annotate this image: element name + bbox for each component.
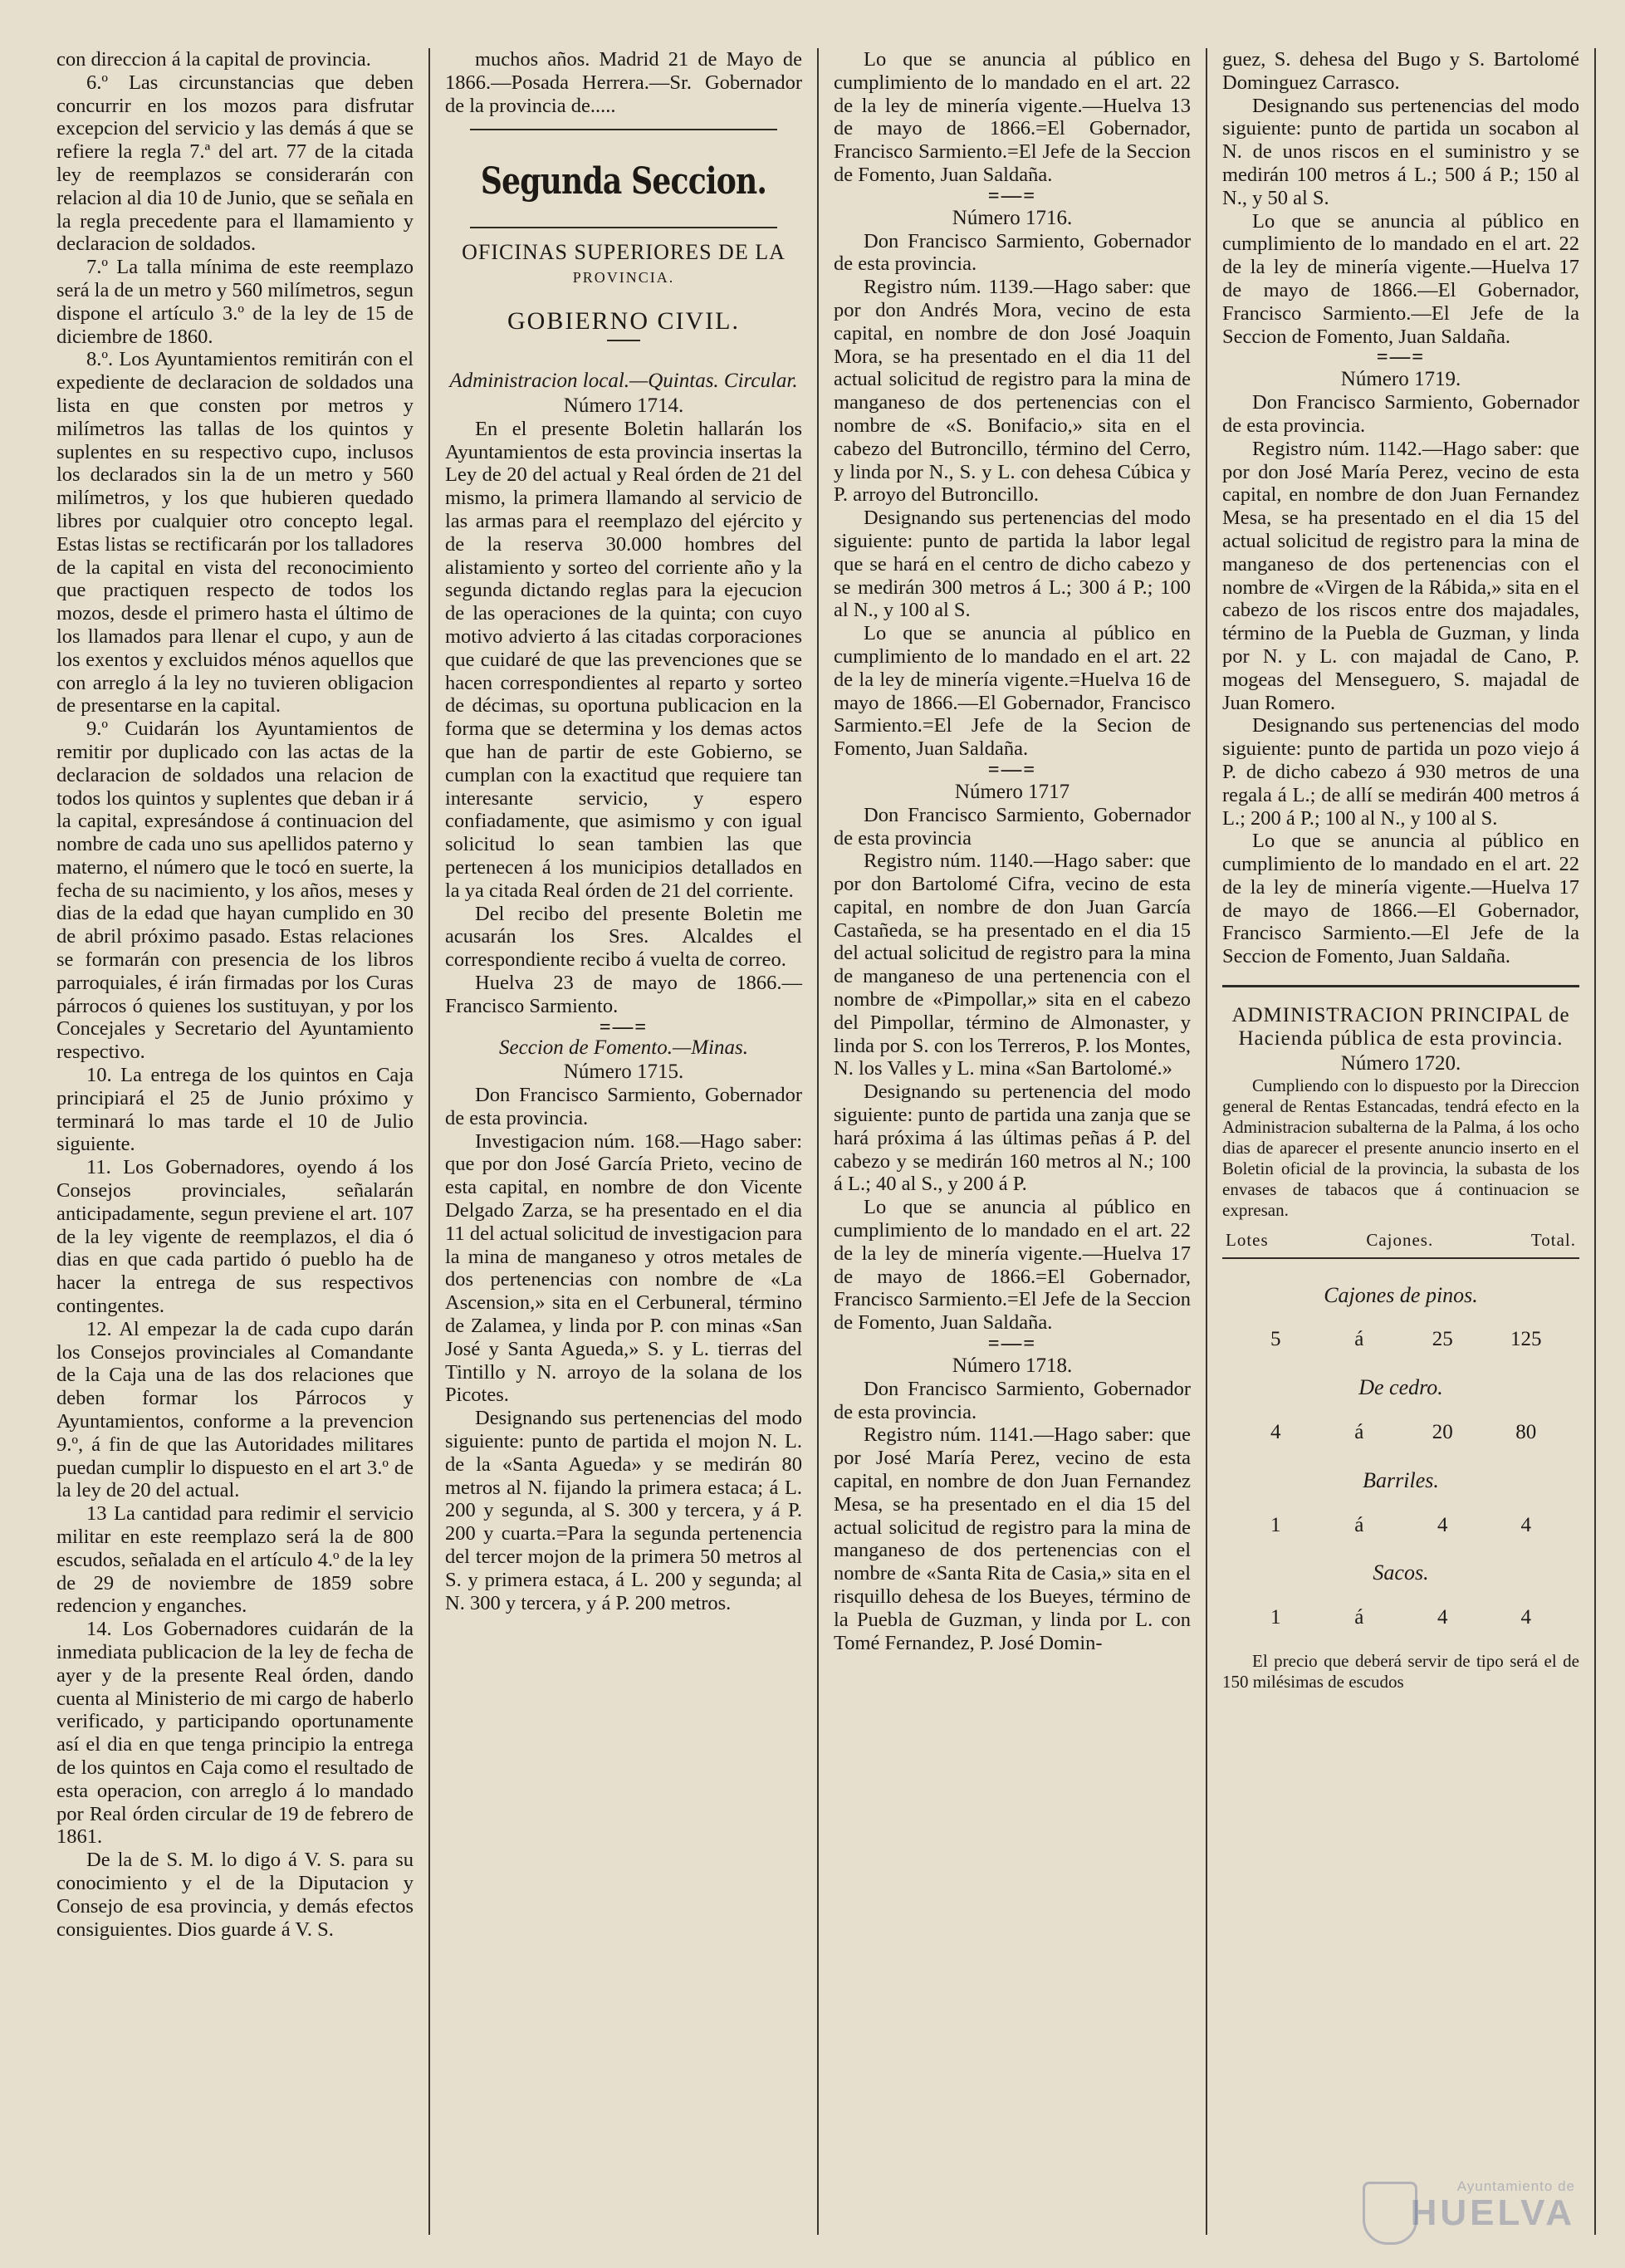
separator: =—= bbox=[987, 757, 1037, 781]
paragraph: 7.º La talla mínima de este reemplazo será la de un metro y 560 milímetros, segun dispone el artículo 3.º de la ley de 15 de diciembre de 1860. bbox=[56, 256, 414, 348]
column-3 bbox=[819, 48, 1207, 2235]
paragraph: Registro núm. 1141.—Hago saber: que por José María Perez, vecino de esta capital, en nombre de don Juan Fernandez Mesa, se ha presentado en el dia 15 del actual solicitud de registro para la mina de manganeso de dos pertenencias con el nombre de «Santa Rita de Casia,» sita en el risquillo dehesa de los Bueyes, término de la Puebla de Guzman, y linda por L. con Tomé Fernandez, P. José Domin- bbox=[834, 1423, 1191, 1654]
separator: =—= bbox=[599, 1015, 649, 1038]
table-category: Sacos. bbox=[1373, 1560, 1429, 1585]
notice-number: Número 1716. bbox=[952, 206, 1073, 229]
watermark-main: HUELVA bbox=[1410, 2192, 1575, 2233]
separator: =—= bbox=[987, 184, 1037, 207]
divider bbox=[470, 227, 777, 228]
table-row bbox=[1222, 1606, 1579, 1629]
paragraph: Don Francisco Sarmiento, Gobernador de esta provincia. bbox=[834, 1377, 1191, 1423]
notice-number: Número 1719. bbox=[1340, 368, 1461, 391]
column-2 bbox=[430, 48, 819, 2235]
paragraph: Don Francisco Sarmiento, Gobernador de esta provincia. bbox=[445, 1084, 802, 1129]
table-cell: 4 bbox=[1437, 1606, 1448, 1629]
watermark bbox=[1318, 2178, 1575, 2253]
table-row bbox=[1222, 1328, 1579, 1351]
paragraph: Don Francisco Sarmiento, Gobernador de esta provincia. bbox=[1222, 391, 1579, 437]
notice-number: Número 1720. bbox=[1340, 1052, 1461, 1075]
office-title-sub: PROVINCIA. bbox=[572, 269, 675, 287]
paragraph: Lo que se anuncia al público en cumplimiento de lo mandado en el art. 22 de la ley de minería vigente.—Huelva 13 de mayo de 1866.=El Gobernador, Francisco Sarmiento.=El Jefe de la Seccion de Fomento, Juan Saldaña. bbox=[834, 48, 1191, 186]
column-1 bbox=[42, 48, 430, 2235]
paragraph: 10. La entrega de los quintos en Caja principiará el 25 de Junio próximo y terminará lo mas tarde el 10 de Julio siguiente. bbox=[56, 1064, 414, 1156]
divider bbox=[470, 129, 777, 130]
admin-heading: ADMINISTRACION PRINCIPAL de Hacienda pública de esta provincia. bbox=[1231, 1004, 1570, 1051]
separator: =—= bbox=[987, 1332, 1037, 1355]
gobierno-civil-heading: GOBIERNO CIVIL. bbox=[507, 307, 740, 336]
notice-number: Número 1718. bbox=[952, 1354, 1073, 1378]
table-cell: 5 bbox=[1270, 1328, 1281, 1351]
table-header-cell: Total. bbox=[1530, 1229, 1576, 1250]
paragraph: El precio que deberá servir de tipo será el de 150 milésimas de escudos bbox=[1222, 1651, 1579, 1692]
table-category: Barriles. bbox=[1363, 1467, 1439, 1492]
subsection-heading: Administracion local.—Quintas. Circular. bbox=[449, 370, 798, 393]
office-title-main: OFICINAS SUPERIORES DE LA bbox=[462, 240, 786, 265]
watermark-sub: Ayuntamiento de bbox=[1456, 2178, 1575, 2194]
divider bbox=[1222, 985, 1579, 987]
notice-number: Número 1714. bbox=[563, 394, 684, 417]
section-title: Segunda Seccion. bbox=[480, 160, 767, 203]
table-cell: á bbox=[1354, 1606, 1364, 1629]
paragraph: Lo que se anuncia al público en cumplimiento de lo mandado en el art. 22 de la ley de minería vigente.—Huelva 17 de mayo de 1866.—El Gobernador, Francisco Sarmiento.—El Jefe de la Seccion de Fomento, Juan Saldaña. bbox=[1222, 830, 1579, 968]
paragraph: guez, S. dehesa del Bugo y S. Bartolomé Dominguez Carrasco. bbox=[1222, 48, 1579, 94]
table-header-cell: Lotes bbox=[1226, 1229, 1269, 1250]
table-cell: á bbox=[1354, 1328, 1364, 1351]
table-cell: 25 bbox=[1432, 1328, 1453, 1351]
paragraph: Investigacion núm. 168.—Hago saber: que por don José García Prieto, vecino de esta capital, en nombre de don Vicente Delgado Zarza, se ha presentado en el dia 11 del actual solicitud de investigacion para la mina de manganeso y otros metales de dos pertenencias con nombre de «La Ascension,» sita en el Cerbuneral, término de Zalamea, y linda por P. con minas «San José y Santa Agueda,» S. y L. tierras del Tintillo y N. arroyo de la solana de los Picotes. bbox=[445, 1129, 802, 1407]
paragraph: Designando sus pertenencias del modo siguiente: punto de partida un pozo viejo á P. de dicho cabezo á 930 metros de una regala á L.; de allí se medirán 400 metros á L.; 200 á P.; 100 al N., y 100 al S. bbox=[1222, 714, 1579, 830]
paragraph: 11. Los Gobernadores, oyendo á los Consejos provinciales, señalarán anticipadamente, segun previene el art. 107 de la ley vigente de reemplazos, el dia ó dias en que cada partido ó pueblo ha de hacer la entrega de sus respectivos contingentes. bbox=[56, 1156, 414, 1318]
paragraph: 9.º Cuidarán los Ayuntamientos de remitir por duplicado con las actas de la declaracion de soldados una relacion de todos los quintos y suplentes que deban ir á la capital, expresándose á continuacion del nombre de cada uno sus apellidos paterno y materno, el número que le tocó en suerte, la fecha de su nacimiento, y los años, meses y dias de la edad que hayan cumplido en 30 de abril próximo pasado. Estas relaciones se formarán con presencia de los libros parroquiales, é irán firmadas por los Curas párrocos ó quienes los sustituyan, y por los Concejales y Secretario del Ayuntamiento respectivo. bbox=[56, 718, 414, 1064]
table-cell: á bbox=[1354, 1513, 1364, 1536]
column-4 bbox=[1207, 48, 1596, 2235]
table-cell: á bbox=[1354, 1421, 1364, 1444]
paragraph: con direccion á la capital de provincia. bbox=[56, 48, 371, 71]
paragraph: Registro núm. 1139.—Hago saber: que por don Andrés Mora, vecino de esta capital, en nombre de don José Joaquin Mora, se ha presentado en el dia 11 del actual solicitud de registro para la mina de manganeso de dos pertenencias con el nombre de «S. Bonifacio,» sita en el cabezo del Butroncillo, término del Cerro, y linda por N., S. y L. con dehesa Cúbica y P. arroyo del Butroncillo. bbox=[834, 276, 1191, 507]
short-rule bbox=[607, 340, 640, 341]
table-cell: 20 bbox=[1432, 1421, 1453, 1444]
table-category: De cedro. bbox=[1358, 1375, 1443, 1400]
paragraph: 13 La cantidad para redimir el servicio militar en este reemplazo será la de 800 escudos, señalada en el artículo 4.º de la ley de 29 de noviembre de 1859 sobre redencion y enganches. bbox=[56, 1502, 414, 1618]
table-cell: 4 bbox=[1520, 1606, 1531, 1629]
table-cell: 4 bbox=[1437, 1513, 1448, 1536]
table-category: Cajones de pinos. bbox=[1324, 1282, 1478, 1307]
paragraph: Registro núm. 1140.—Hago saber: que por don Bartolomé Cifra, vecino de esta capital, en nombre de don Juan García Castañeda, se ha presentado en el dia 15 del actual solicitud de registro para la mina de manganeso de una pertenencia con el nombre de «Pimpollar,» sita en el cabezo del Pimpollar, término de Almonaster, y linda por S. con los Terreros, P. los Montes, N. los Valles y L. mina «San Bartolomé.» bbox=[834, 850, 1191, 1080]
paragraph: Cumpliendo con lo dispuesto por la Direccion general de Rentas Estancadas, tendrá efecto en la Administracion subalterna de la Palma, á los ocho dias de aparecer el presente anuncio inserto en el Boletin oficial de la provincia, la subasta de los envases de tabacos que á continuacion se expresan. bbox=[1222, 1075, 1579, 1220]
table-row bbox=[1222, 1421, 1579, 1444]
paragraph: 14. Los Gobernadores cuidarán de la inmediata publicacion de la ley de fecha de ayer y de la presente Real órden, dando cuenta al Ministerio de mi cargo de haberlo verificado, y participando oportunamente así el dia en que tenga principio la entrega de los quintos en Caja como el resultado de esta operacion, con arreglo á lo mandado por Real órden circular de 19 de febrero de 1861. bbox=[56, 1618, 414, 1849]
paragraph: Designando su pertenencia del modo siguiente: punto de partida una zanja que se hará próxima á las últimas peñas á P. del cabezo y se medirán 160 metros al N.; 100 á L.; 40 al S., y 200 á P. bbox=[834, 1080, 1191, 1196]
paragraph: Lo que se anuncia al público en cumplimiento de lo mandado en el art. 22 de la ley de minería vigente.—Huelva 17 de mayo de 1866.=El Gobernador, Francisco Sarmiento.=El Jefe de la Seccion de Fomento, Juan Saldaña. bbox=[834, 1196, 1191, 1335]
paragraph: 6.º Las circunstancias que deben concurrir en los mozos para disfrutar excepcion del servicio y las demás á que se refiere la regla 7.ª del art. 77 de la citada ley de reemplazos se considerarán con relacion al dia 10 de Junio, que se señala en la regla precedente para el llamamiento y declaracion de soldados. bbox=[56, 71, 414, 256]
paragraph: Lo que se anuncia al público en cumplimiento de lo mandado en el art. 22 de la ley de minería vigente.=Huelva 16 de mayo de 1866.—El Gobernador, Francisco Sarmiento.=El Jefe de la Secion de Fomento, Juan Saldaña. bbox=[834, 622, 1191, 761]
paragraph: Designando sus pertenencias del modo siguiente: punto de partida un socabon al N. de unos riscos en el suministro y se medirán 100 metros á L.; 500 á P.; 150 al N., y 50 al S. bbox=[1222, 94, 1579, 209]
paragraph: Designando sus pertenencias del modo siguiente: punto de partida la labor legal que se hará en el centro de dicho cabezo y se medirán 300 metros á L.; 300 á P.; 100 al N., y 100 al S. bbox=[834, 507, 1191, 622]
table-header bbox=[1222, 1221, 1579, 1259]
paragraph: Designando sus pertenencias del modo siguiente: punto de partida el mojon N. L. de la «Santa Agueda» y se medirán 80 metros al N. fijando la primera estaca; á L. 200 y segunda, al S. 300 y tercera, y á P. 200 y cuarta.=Para la segunda pertenencia del tercer mojon de la primera 50 metros al S. y primera estaca, á L. 200 y segunda; al N. 300 y tercera, y á P. 200 metros. bbox=[445, 1407, 802, 1614]
office-title bbox=[445, 240, 802, 290]
separator: =—= bbox=[1376, 345, 1426, 369]
paragraph: Don Francisco Sarmiento, Gobernador de esta provincia. bbox=[834, 229, 1191, 276]
table-header-cell: Cajones. bbox=[1366, 1229, 1434, 1250]
paragraph: Huelva 23 de mayo de 1866.—Francisco Sarmiento. bbox=[445, 971, 802, 1017]
paragraph: muchos años. Madrid 21 de Mayo de 1866.—Posada Herrera.—Sr. Gobernador de la provincia de..... bbox=[445, 48, 802, 117]
paragraph: Don Francisco Sarmiento, Gobernador de esta provincia bbox=[834, 803, 1191, 850]
table-row bbox=[1222, 1514, 1579, 1537]
paragraph: De la de S. M. lo digo á V. S. para su conocimiento y el de la Diputacion y Consejo de esa provincia, y demás efectos consiguientes. Dios guarde á V. S. bbox=[56, 1849, 414, 1941]
subsection-heading: Seccion de Fomento.—Minas. bbox=[499, 1036, 748, 1059]
table-cell: 4 bbox=[1270, 1421, 1281, 1444]
paragraph: 8.º. Los Ayuntamientos remitirán con el expediente de declaracion de soldados una lista en que consten por metros y milímetros las tallas de los quintos y suplentes en su respectivo cupo, inclusos los declarados sin la de un metro y 560 milímetros, y los que hubieren quedado libres por cualquier otro concepto legal. Estas listas se rectificarán por los talladores de la capital en vista del reconocimiento que practiquen respecto de todos los mozos, desde el primero hasta el último de los llamados para llenar el cupo, y aun de los exentos y excluidos ménos aquellos que con arreglo á la ley no tuvieren obligacion de presentarse en la capital. bbox=[56, 348, 414, 718]
paragraph: En el presente Boletin hallarán los Ayuntamientos de esta provincia insertas la Ley de 20 del actual y Real órden de 21 del mismo, la primera llamando al servicio de las armas para el reemplazo del ejército y de la reserva 30.000 hombres del alistamiento y sorteo del corriente año y la segunda dictando reglas para la ejecucion de las operaciones de la quinta; con cuyo motivo advierto á las citadas corporaciones que cuidaré de que las prevenciones que se hacen correspondientes al reparto y sorteo de décimas, su oportuna publicacion en la forma que se determina y los demas actos que han de partir de este Gobierno, se cumplan con la exactitud que requiere tan interesante servicio, y espero confiadamente, que asimismo y con igual solicitud lo sean tambien las que pertenecen á los municipios detallados en la ya citada Real órden de 21 del corriente. bbox=[445, 417, 802, 902]
table-cell: 1 bbox=[1270, 1606, 1281, 1629]
table-cell: 125 bbox=[1510, 1328, 1542, 1351]
paragraph: Registro núm. 1142.—Hago saber: que por don José María Perez, vecino de esta capital, en nombre de don Juan Fernandez Mesa, se ha presentado en el dia 15 del actual solicitud de registro para la mina de manganeso de dos pertenencias con el nombre de «Virgen de la Rábida,» sita en el cabezo de los riscos entre dos majadales, término de la Puebla de Guzman, y linda por N. y L. con majadal de Cano, P. mogeas del Menseguero, S. majadal de Juan Romero. bbox=[1222, 437, 1579, 714]
table-cell: 4 bbox=[1520, 1513, 1531, 1536]
paragraph: 12. Al empezar la de cada cupo darán los Consejos provinciales al Comandante de la Caja una de las dos relaciones que deben formar los Párrocos y Ayuntamientos, conforme a la prevencion 9.º, á fin de que las Autoridades militares puedan cumplir lo dispuesto en el art 3.º de la ley de 20 del actual. bbox=[56, 1317, 414, 1502]
table-cell: 1 bbox=[1270, 1513, 1281, 1536]
notice-number: Número 1715. bbox=[563, 1061, 684, 1084]
paragraph: Del recibo del presente Boletin me acusarán los Sres. Alcaldes el correspondiente recibo á vuelta de correo. bbox=[445, 902, 802, 972]
notice-number: Número 1717 bbox=[954, 780, 1070, 803]
paragraph: Lo que se anuncia al público en cumplimiento de lo mandado en el art. 22 de la ley de minería vigente.—Huelva 17 de mayo de 1866.—El Gobernador, Francisco Sarmiento.—El Jefe de la Seccion de Fomento, Juan Saldaña. bbox=[1222, 209, 1579, 348]
table-cell: 80 bbox=[1515, 1421, 1537, 1444]
